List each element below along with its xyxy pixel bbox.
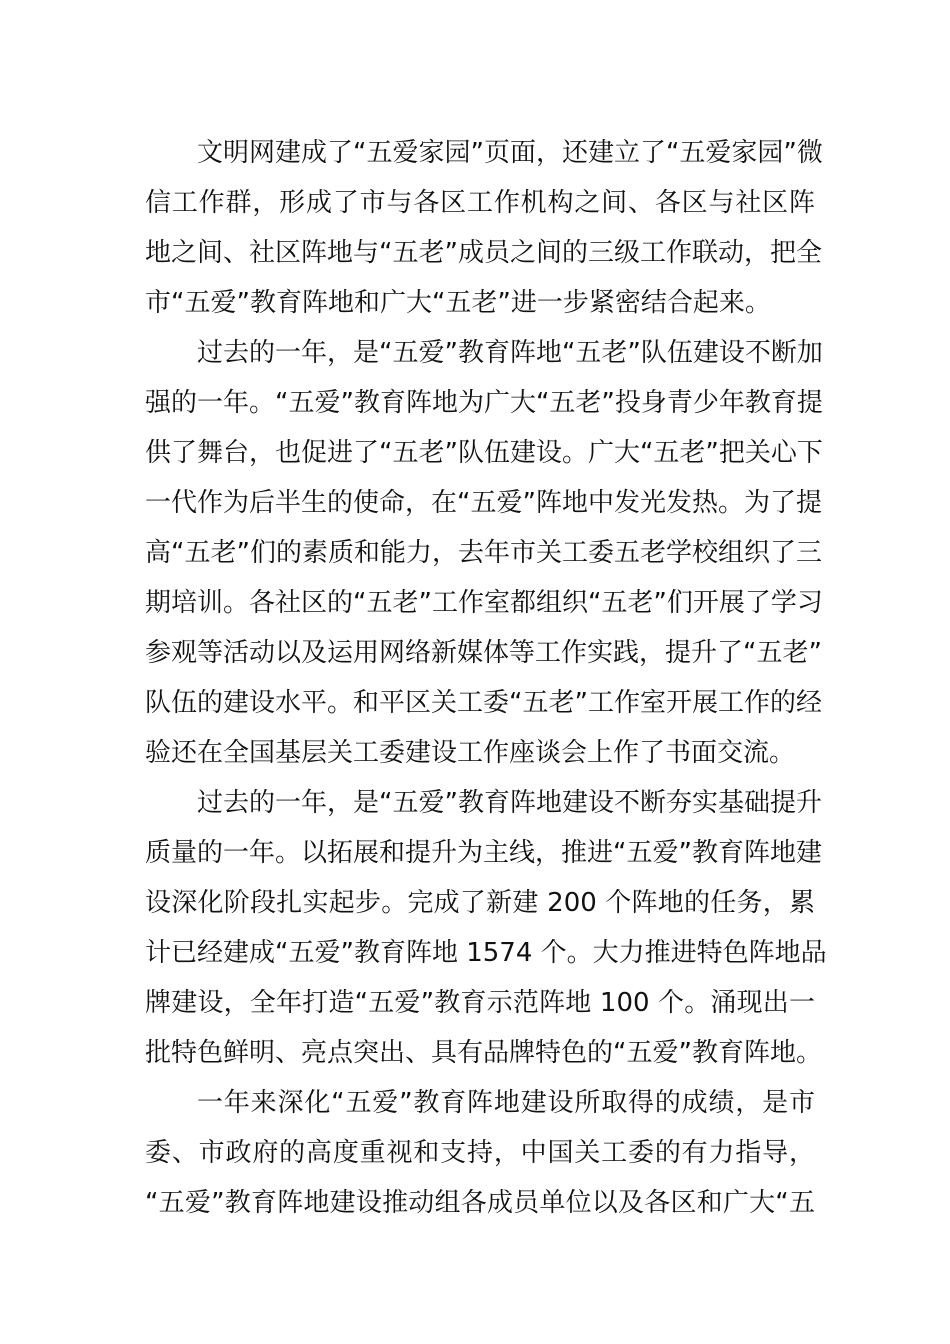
text-line: 供了舞台，也促进了“五老”队伍建设。广大“五老”把关心下 [145,438,823,468]
text-line: 地之间、社区阵地与“五老”成员之间的三级工作联动，把全 [145,238,822,268]
text-line: “五爱”教育阵地建设推动组各成员单位以及各区和广大“五 [145,1188,815,1218]
text-line: 强的一年。“五爱”教育阵地为广大“五老”投身青少年教育提 [145,388,823,418]
text-line: 一年来深化“五爱”教育阵地建设所取得的成绩，是市 [197,1088,815,1118]
text-line: 牌建设，全年打造“五爱”教育示范阵地 100 个。涌现出一 [145,988,815,1018]
document-body [145,128,827,1228]
text-line: 队伍的建设水平。和平区关工委“五老”工作室开展工作的经 [145,688,822,718]
text-line: 文明网建成了“五爱家园”页面，还建立了“五爱家园”微 [197,138,823,168]
text-line: 委、市政府的高度重视和支持，中国关工委的有力指导， [145,1138,815,1168]
text-line: 批特色鲜明、亮点突出、具有品牌特色的“五爱”教育阵地。 [145,1038,822,1068]
paragraph [145,1078,815,1228]
paragraph [145,778,827,1078]
paragraph [145,128,823,328]
paragraph [145,328,823,778]
text-line: 参观等活动以及运用网络新媒体等工作实践，提升了“五老” [145,638,822,668]
text-line: 设深化阶段扎实起步。完成了新建 200 个阵地的任务，累 [145,888,815,918]
text-line: 验还在全国基层关工委建设工作座谈会上作了书面交流。 [145,738,796,768]
text-line: 信工作群，形成了市与各区工作机构之间、各区与社区阵 [145,188,815,218]
text-line: 计已经建成“五爱”教育阵地 1574 个。大力推进特色阵地品 [145,938,827,968]
text-line: 过去的一年，是“五爱”教育阵地“五老”队伍建设不断加 [197,338,823,368]
text-line: 过去的一年，是“五爱”教育阵地建设不断夯实基础提升 [197,788,822,818]
text-line: 高“五老”们的素质和能力，去年市关工委五老学校组织了三 [145,538,822,568]
text-line: 市“五爱”教育阵地和广大“五老”进一步紧密结合起来。 [145,288,771,318]
text-line: 质量的一年。以拓展和提升为主线，推进“五爱”教育阵地建 [145,838,822,868]
text-line: 期培训。各社区的“五老”工作室都组织“五老”们开展了学习 [145,588,823,618]
text-line: 一代作为后半生的使命，在“五爱”阵地中发光发热。为了提 [145,488,822,518]
